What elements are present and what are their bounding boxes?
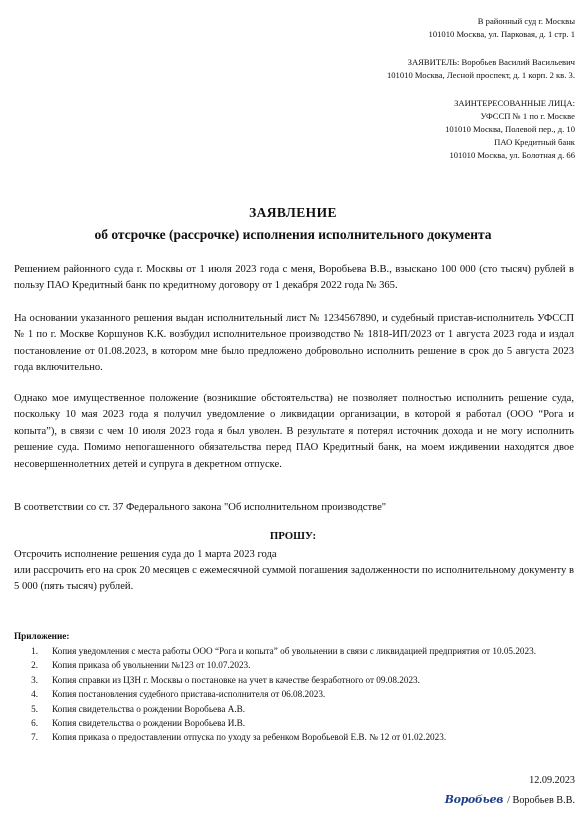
applicant-address: 101010 Москва, Лесной проспект, д. 1 корп. 2 кв. 3. (386, 70, 575, 80)
document-subtitle: об отсрочке (рассрочке) исполнения исполнительного документа (94, 227, 492, 242)
paragraph-enforcement: На основании указанного решения выдан исполнительный лист № 1234567890, и судебный пристав-исполнитель УФССП № 1 по г. Москве Коршунов К.К. возбудил исполнительное производство № 1818-ИП/2023 от 1 августа 2023 года и издал постановление от 01.08.2023, в котором мне было предложено добровольно исполнить решение в срок до 5 августа 2023 года включительно. (14, 313, 574, 374)
interested-party-2-address: 101010 Москва, ул. Болотная д. 66 (449, 150, 575, 160)
list-item-text: Копия приказа об увольнении №123 от 10.07.2023. (52, 660, 251, 671)
court-name: В районный суд г. Москвы (477, 16, 575, 26)
list-item-number: 1. (31, 646, 38, 656)
list-item-text: Копия уведомления с места работы ООО “Рога и копыта” об увольнении в связи с ликвидацией предприятия от 10.05.2023. (52, 646, 536, 656)
list-item-number: 6. (31, 718, 38, 729)
list-item (14, 644, 574, 658)
interested-party-1-address: 101010 Москва, Полевой пер., д. 10 (445, 124, 575, 134)
list-item-text: Копия постановления судебного пристава-исполнителя от 06.08.2023. (52, 689, 326, 700)
list-item-number: 5. (31, 703, 38, 714)
list-item-number: 3. (31, 674, 38, 685)
paragraph-court-decision: Решением районного суда г. Москвы от 1 июля 2023 года с меня, Воробьева В.В., взыскано 100 000 (сто тысяч) рублей в пользу ПАО Кредитный банк по кредитному договору от 1 декабря 2022 года № 365. (14, 264, 574, 292)
list-item-number: 2. (31, 660, 38, 671)
list-item-number: 4. (31, 689, 38, 700)
attachments-title: Приложение: (14, 631, 70, 641)
list-item (14, 716, 574, 730)
interested-parties-block (445, 97, 575, 162)
request-deferral: Отсрочить исполнение решения суда до 1 марта 2023 года (14, 549, 277, 560)
document-date: 12.09.2023 (529, 775, 575, 786)
list-item (14, 687, 574, 701)
list-item-text: Копия свидетельства о рождении Воробьева А.В. (52, 703, 246, 714)
applicant-block (387, 56, 575, 82)
attachments-list (14, 644, 574, 745)
handwritten-signature: Воробьев (444, 793, 504, 806)
paragraph-legal-basis: В соответствии со ст. 37 Федерального закона "Об исполнительном производстве" (14, 502, 387, 513)
document-title: ЗАЯВЛЕНИЕ (249, 205, 337, 220)
list-item (14, 730, 574, 744)
list-item (14, 702, 574, 716)
interested-heading: ЗАИНТЕРЕСОВАННЫЕ ЛИЦА: (454, 98, 575, 108)
list-item (14, 673, 574, 687)
signature-line (445, 793, 575, 806)
list-item-text: Копия свидетельства о рождении Воробьева И.В. (52, 718, 246, 729)
interested-party-1: УФССП № 1 по г. Москве (480, 111, 575, 121)
list-item-text: Копия справки из ЦЗН г. Москвы о постановке на учет в качестве безработного от 09.08.2023. (52, 674, 420, 685)
list-item-text: Копия приказа о предоставлении отпуска по уходу за ребенком Воробьевой Е.В. № 12 от 01.02.2023. (52, 732, 447, 743)
list-item (14, 658, 574, 672)
request-heading: ПРОШУ: (269, 530, 317, 542)
court-address: 101010 Москва, ул. Парковая, д. 1 стр. 1 (428, 29, 575, 39)
interested-party-2: ПАО Кредитный банк (494, 137, 575, 147)
request-installment: или рассрочить его на срок 20 месяцев с ежемесячной суммой погашения задолженности по исполнительному документу в 5 000 (пять тысяч) рублей. (14, 565, 574, 593)
signer-name: / Воробьев В.В. (507, 795, 575, 806)
court-address-block (429, 15, 575, 41)
list-item-number: 7. (31, 732, 38, 743)
paragraph-circumstances: Однако мое имущественное положение (возникшие обстоятельства) не позволяет полностью исполнить решение суда, поскольку 10 мая 2023 года я получил уведомление о ликвидации организации, в которой я работал (ООО “Рога и копыта”), в связи с чем 10 июля 2023 года я был уволен. В результате я потерял источник дохода и не могу исполнить решение суда. Помимо непогашенного обязательства перед ПАО Кредитный банк, на моем иждивении находятся двое несовершеннолетних детей и супруга в декретном отпуске. (14, 393, 574, 470)
applicant-name: ЗАЯВИТЕЛЬ: Воробьев Василий Васильевич (407, 57, 575, 67)
